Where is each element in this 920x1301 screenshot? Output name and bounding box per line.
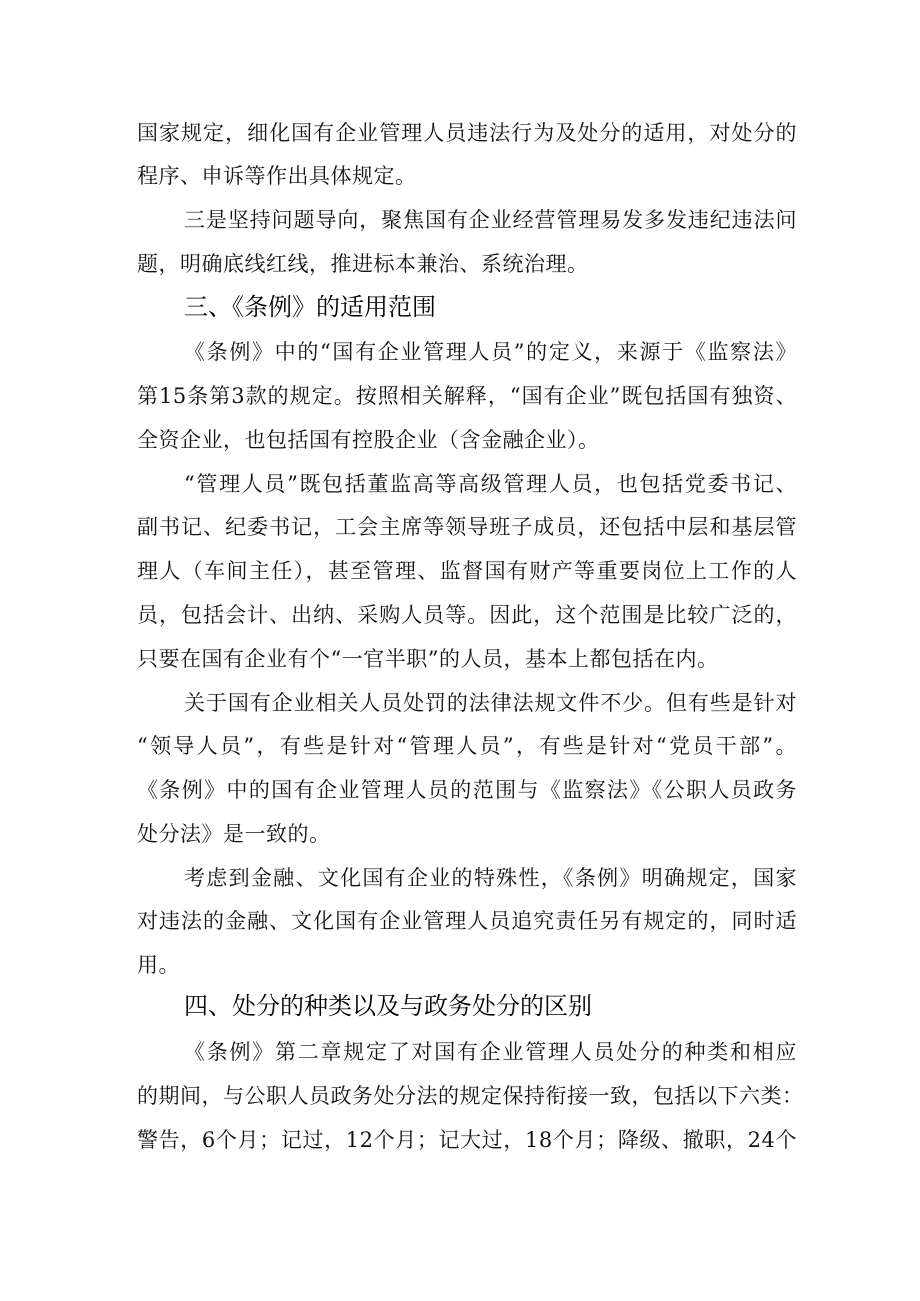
body-line: 《条例》第二章规定了对国有企业管理人员处分的种类和相应 bbox=[184, 1040, 797, 1064]
body-line: 全资企业，也包括国有控股企业（含金融企业）。 bbox=[137, 428, 600, 452]
body-line: 第15条第3款的规定。按照相关解释，“国有企业”既包括国有独资、 bbox=[137, 384, 797, 408]
body-line: 理人（车间主任），甚至管理、监督国有财产等重要岗位上工作的人 bbox=[137, 559, 797, 583]
body-line: 副书记、纪委书记，工会主席等领导班子成员，还包括中层和基层管 bbox=[137, 515, 797, 539]
body-line: “领导人员”，有些是针对“管理人员”，有些是针对“党员干部”。 bbox=[137, 734, 797, 758]
body-line: 员，包括会计、出纳、采购人员等。因此，这个范围是比较广泛的， bbox=[137, 603, 797, 627]
section-heading: 四、处分的种类以及与政务处分的区别 bbox=[184, 992, 592, 1020]
body-line: 关于国有企业相关人员处罚的法律法规文件不少。但有些是针对 bbox=[184, 691, 797, 715]
body-line: 考虑到金融、文化国有企业的特殊性，《条例》明确规定，国家 bbox=[184, 866, 797, 890]
body-line: 处分法》是一致的。 bbox=[137, 822, 331, 846]
body-line: 的期间，与公职人员政务处分法的规定保持衔接一致，包括以下六类： bbox=[137, 1084, 804, 1108]
body-line: 《条例》中的国有企业管理人员的范围与《监察法》《公职人员政务 bbox=[137, 778, 797, 802]
body-line: 三是坚持问题导向，聚焦国有企业经营管理易发多发违纪违法问 bbox=[184, 208, 797, 232]
body-line: “管理人员”既包括董监高等高级管理人员，也包括党委书记、 bbox=[184, 472, 797, 496]
body-line: 程序、申诉等作出具体规定。 bbox=[137, 164, 417, 188]
section-heading: 三、《条例》的适用范围 bbox=[184, 293, 436, 321]
body-line: 只要在国有企业有个“一官半职”的人员，基本上都包括在内。 bbox=[137, 647, 719, 671]
body-line: 对违法的金融、文化国有企业管理人员追究责任另有规定的，同时适 bbox=[137, 909, 797, 933]
body-line: 用。 bbox=[137, 953, 180, 977]
body-line: 国家规定，细化国有企业管理人员违法行为及处分的适用，对处分的 bbox=[137, 121, 797, 145]
body-line: 警告，6个月；记过，12个月；记大过，18个月；降级、撤职，24个 bbox=[137, 1128, 797, 1152]
body-line: 《条例》中的“国有企业管理人员”的定义，来源于《监察法》 bbox=[184, 340, 797, 364]
body-line: 题，明确底线红线，推进标本兼治、系统治理。 bbox=[137, 252, 589, 276]
